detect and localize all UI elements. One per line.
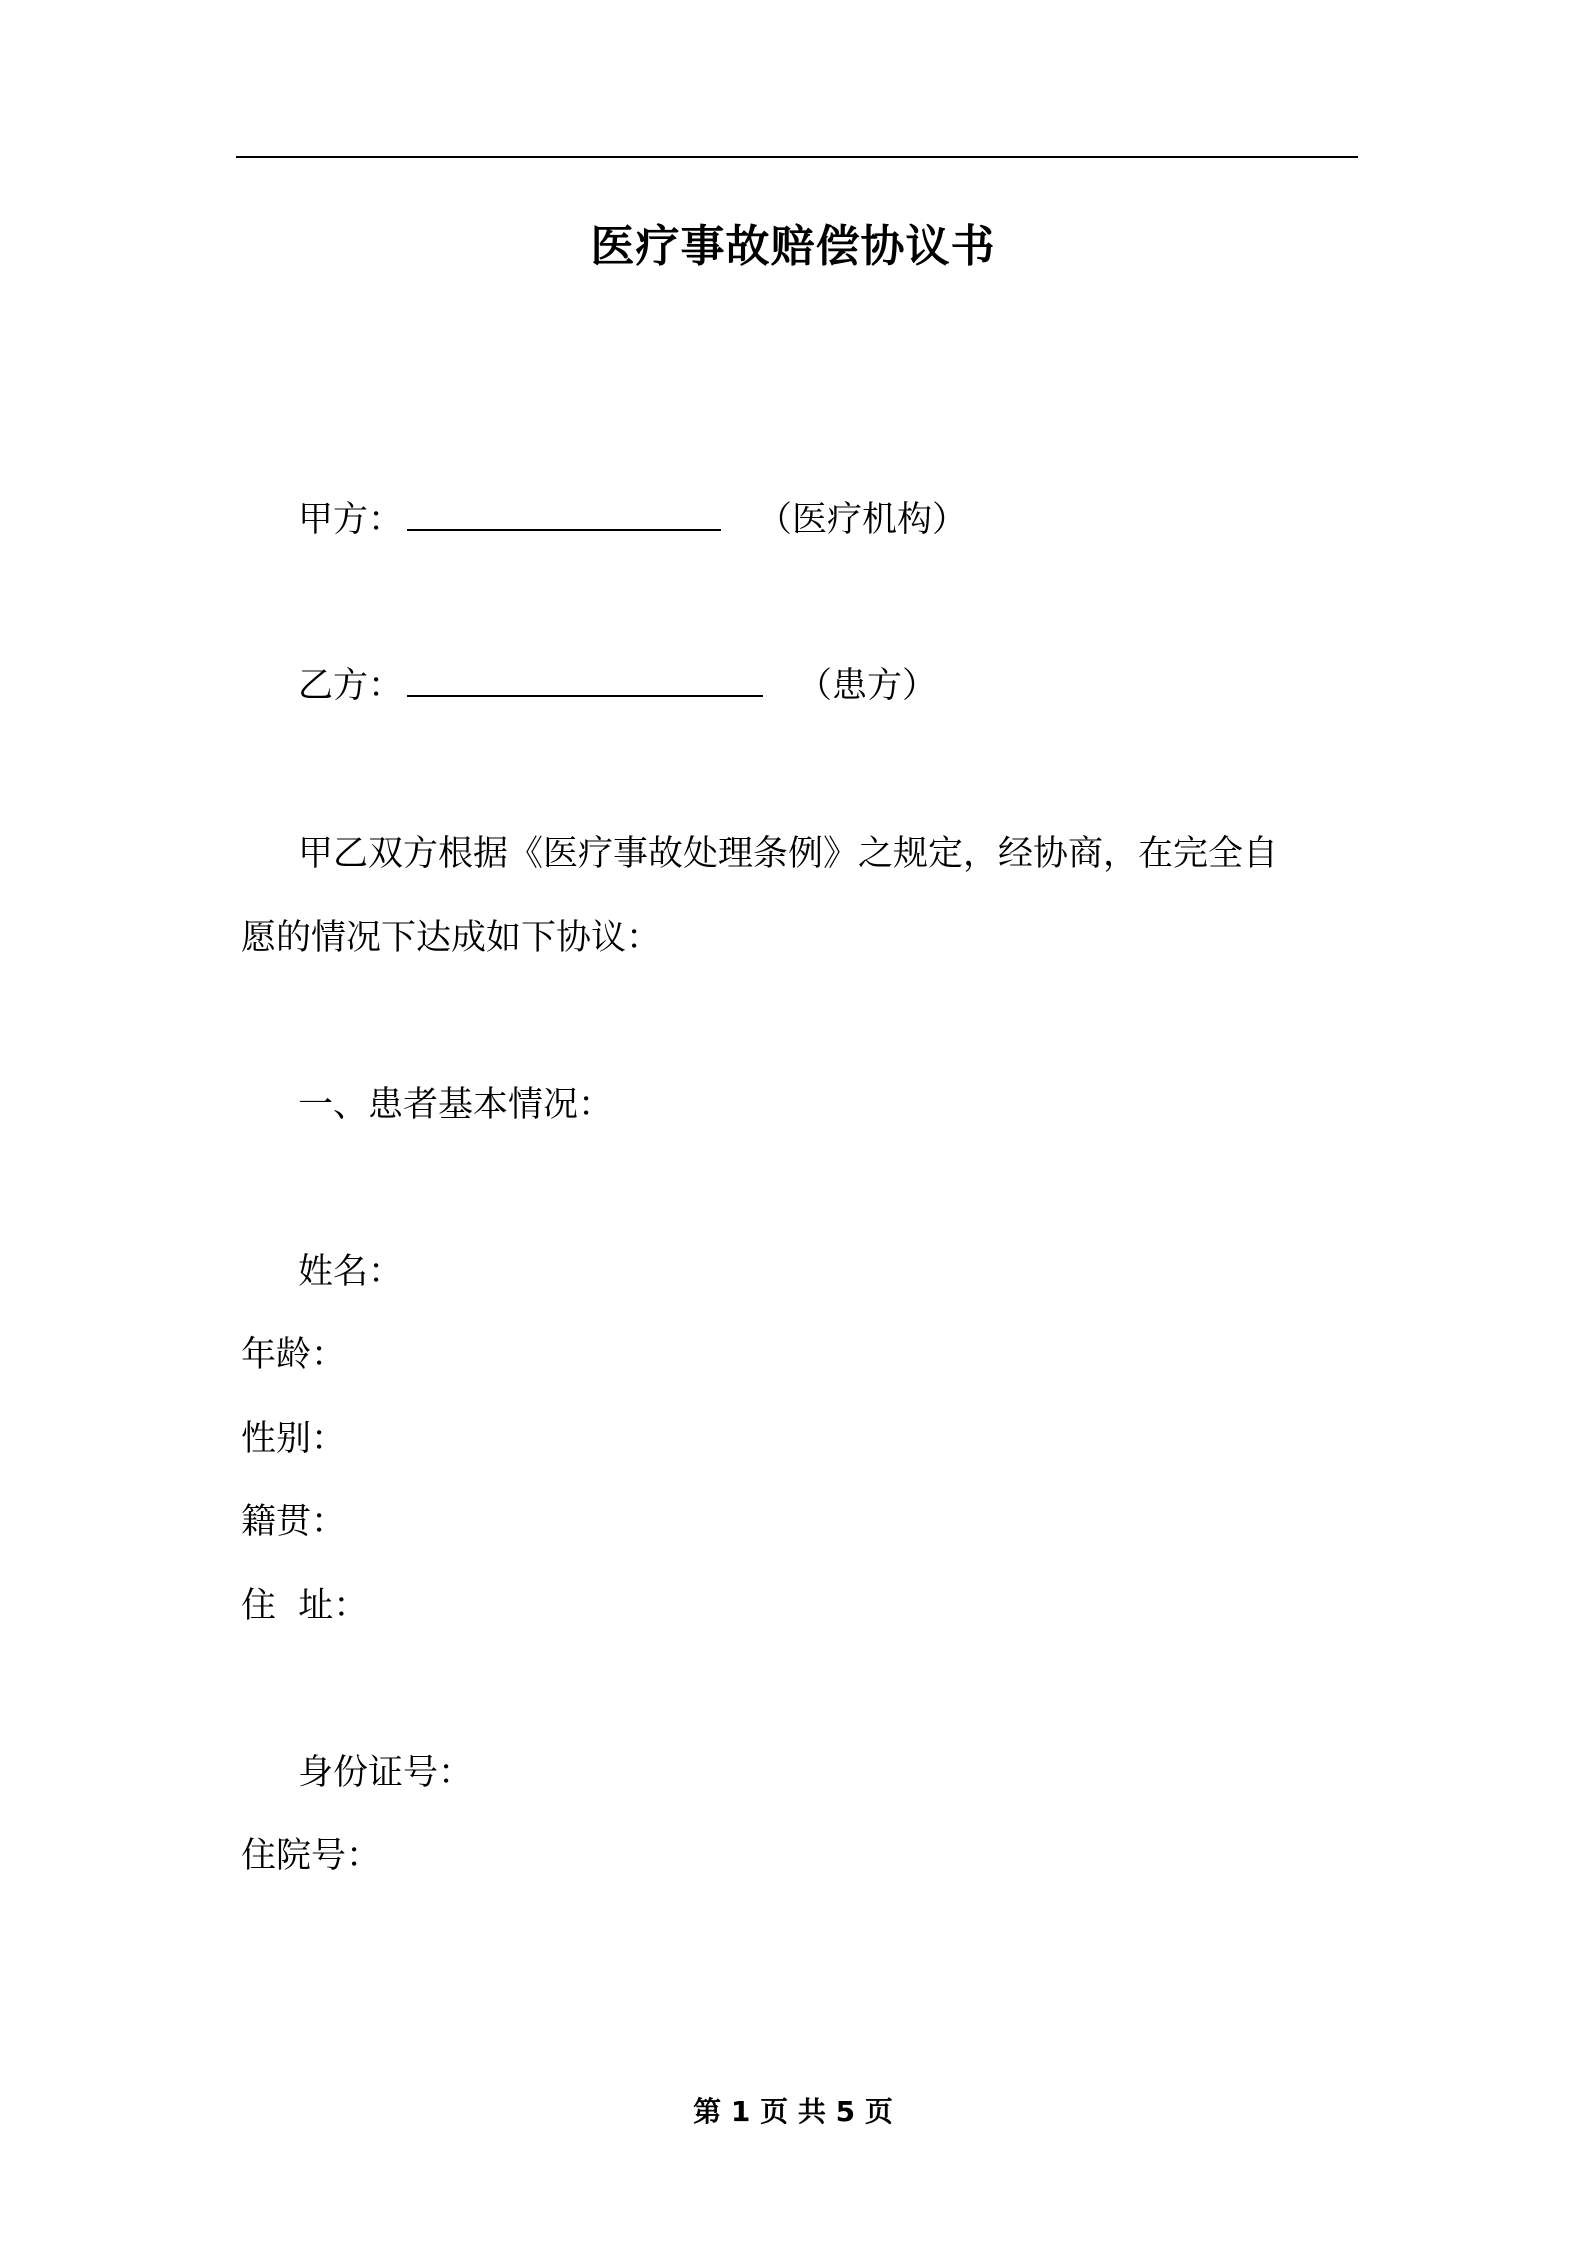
party-b-note: （患方） <box>797 666 938 706</box>
party-a-blank[interactable] <box>407 495 721 531</box>
document-title: 医疗事故赔偿协议书 <box>590 221 996 272</box>
field-admission-label: 住院号： <box>241 1836 382 1876</box>
party-a-note: （医疗机构） <box>757 500 968 540</box>
party-b-blank[interactable] <box>407 661 763 697</box>
intro-line-2: 愿的情况下达成如下协议： <box>241 918 662 958</box>
page-number: 第 1 页 共 5 页 <box>693 2095 893 2128</box>
field-address-label: 住 址： <box>241 1586 369 1626</box>
party-b-label: 乙方： <box>298 666 404 706</box>
field-age-label: 年龄： <box>241 1335 347 1375</box>
header-rule <box>236 156 1358 158</box>
field-origin-label: 籍贯： <box>241 1502 347 1542</box>
field-id-label: 身份证号： <box>298 1753 474 1793</box>
party-a-label: 甲方： <box>298 500 404 540</box>
field-gender-label: 性别： <box>241 1419 347 1459</box>
field-name-label: 姓名： <box>298 1252 404 1292</box>
party-b-line <box>298 661 937 711</box>
intro-line-1: 甲乙双方根据《医疗事故处理条例》之规定，经协商，在完全自 <box>298 834 1279 874</box>
party-a-line <box>298 495 967 545</box>
section-1-heading: 一、患者基本情况： <box>298 1085 614 1125</box>
